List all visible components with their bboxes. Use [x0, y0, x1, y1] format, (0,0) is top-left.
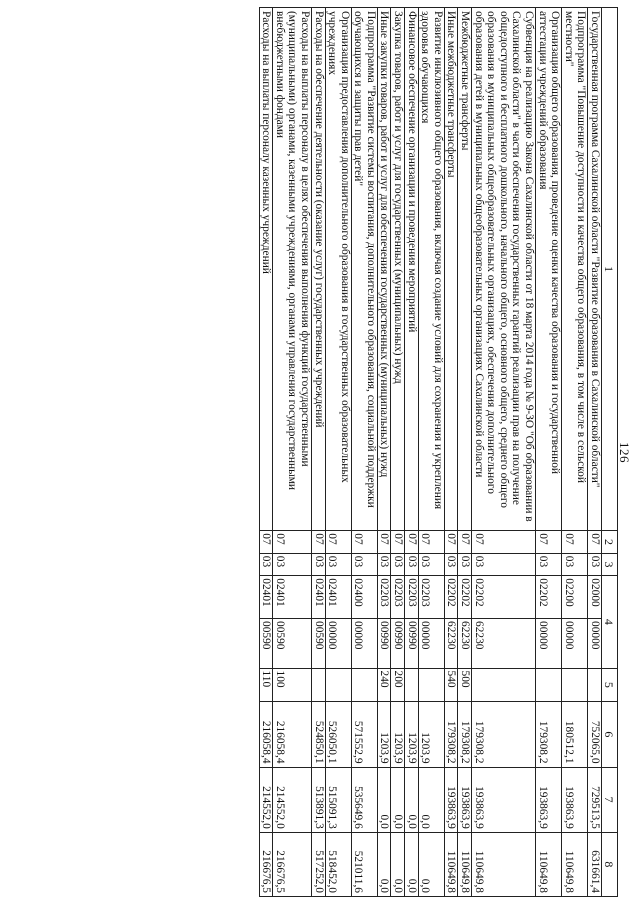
row-amount-2: 515091,3: [325, 767, 351, 832]
row-description: Организация общего образования, проведение оценки качества образования и государственной аттестации учреждений образования: [536, 8, 562, 531]
row-expense-type: [405, 668, 419, 702]
table-body: [259, 8, 601, 897]
row-description: Подпрограмма "Развитие системы воспитания, дополнительного образования, социальной поддержки обучающихся и защиты прав детей": [351, 8, 377, 531]
row-program-code: 02401: [325, 576, 351, 619]
row-section: 07: [405, 531, 419, 554]
header-row: [602, 8, 618, 897]
row-amount-3: 518452,0: [325, 832, 351, 896]
table-row: [273, 8, 312, 897]
row-amount-3: 0,0: [418, 832, 444, 896]
row-direction-code: 00000: [418, 619, 444, 669]
row-subsection: 03: [311, 553, 325, 576]
row-program-code: 02401: [311, 576, 325, 619]
row-section: 07: [444, 531, 458, 554]
row-direction-code: 00000: [588, 619, 602, 669]
row-amount-1: 571552,9: [351, 702, 377, 767]
table-row: [325, 8, 351, 897]
row-expense-type: 540: [444, 668, 458, 702]
header-cell-2: 2: [602, 531, 618, 554]
row-subsection: 03: [351, 553, 377, 576]
row-expense-type: 200: [391, 668, 405, 702]
row-amount-2: 193863,9: [562, 767, 588, 832]
row-amount-1: 1203,9: [377, 702, 391, 767]
row-subsection: 03: [472, 553, 536, 576]
row-description: Организация предоставления дополнительного образования в государственных образовательных учреждениях: [325, 8, 351, 531]
row-amount-1: 752065,0: [588, 702, 602, 767]
row-amount-3: 110649,8: [536, 832, 562, 896]
row-section: 07: [562, 531, 588, 554]
row-section: 07: [588, 531, 602, 554]
row-program-code: 02203: [377, 576, 391, 619]
row-direction-code: 62230: [444, 619, 458, 669]
row-amount-3: 110649,8: [562, 832, 588, 896]
row-description: Подпрограмма "Повышение доступности и качества общего образования, в том числе в сельской местности": [562, 8, 588, 531]
row-program-code: 02401: [273, 576, 312, 619]
table-row: [458, 8, 472, 897]
row-amount-1: 1203,9: [391, 702, 405, 767]
page-number: 126: [617, 442, 632, 463]
header-cell-8: 8: [602, 832, 618, 896]
row-subsection: 03: [405, 553, 419, 576]
row-expense-type: 110: [259, 668, 273, 702]
row-direction-code: 62230: [472, 619, 536, 669]
row-description: Финансовое обеспечение организации и проведения мероприятий: [405, 8, 419, 531]
row-description: Субвенция на реализацию Закона Сахалинской области от 18 марта 2014 года № 9-ЗО "Об образовании в Сахалинской области" в части обеспечения государственных гарантий реализации прав на получение общедоступного и бесплатного дошкольного, начального общего, основного общего, среднего общего образования в муниципальных общеобразовательных организациях, обеспечения дополнительного образования детей в муниципальных общеобразовательных организациях Сахалинской области: [472, 8, 536, 531]
row-amount-2: 193863,9: [458, 767, 472, 832]
row-expense-type: [588, 668, 602, 702]
row-amount-3: 517252,0: [311, 832, 325, 896]
row-amount-2: 193863,9: [536, 767, 562, 832]
row-amount-1: 180512,1: [562, 702, 588, 767]
row-amount-3: 110649,8: [444, 832, 458, 896]
row-description: Расходы на выплаты персоналу в целях обеспечения выполнения функций государственными (муниципальными) органами, казенными учреждениями, органами управления государственными внебюджетными фондами: [273, 8, 312, 531]
row-amount-2: 0,0: [391, 767, 405, 832]
row-expense-type: [418, 668, 444, 702]
row-amount-1: 1203,9: [405, 702, 419, 767]
row-direction-code: 00990: [391, 619, 405, 669]
header-cell-1: 1: [602, 8, 618, 531]
row-program-code: 02203: [391, 576, 405, 619]
row-amount-2: 193863,9: [472, 767, 536, 832]
row-expense-type: [472, 668, 536, 702]
row-amount-1: 179308,2: [472, 702, 536, 767]
row-section: 07: [377, 531, 391, 554]
row-expense-type: [311, 668, 325, 702]
row-amount-2: 214552,0: [273, 767, 312, 832]
row-direction-code: 62230: [458, 619, 472, 669]
row-amount-3: 631661,4: [588, 832, 602, 896]
row-amount-2: 729513,5: [588, 767, 602, 832]
header-cell-4: 4: [602, 576, 618, 668]
row-direction-code: 00590: [273, 619, 312, 669]
row-description: Развитие инклюзивного общего образования, включая создание условий для сохранения и укрепления здоровья обучающихся: [418, 8, 444, 531]
row-amount-1: 179308,2: [458, 702, 472, 767]
row-section: 07: [273, 531, 312, 554]
row-subsection: 03: [391, 553, 405, 576]
row-amount-2: 0,0: [377, 767, 391, 832]
table-row: [418, 8, 444, 897]
row-subsection: 03: [562, 553, 588, 576]
table-row: [259, 8, 273, 897]
row-direction-code: 00990: [405, 619, 419, 669]
row-section: 07: [536, 531, 562, 554]
row-direction-code: 00000: [325, 619, 351, 669]
row-amount-3: 216676,5: [273, 832, 312, 896]
row-amount-1: 179308,2: [444, 702, 458, 767]
row-amount-3: 0,0: [377, 832, 391, 896]
row-section: 07: [311, 531, 325, 554]
row-subsection: 03: [444, 553, 458, 576]
row-program-code: 02203: [405, 576, 419, 619]
row-amount-1: 524850,1: [311, 702, 325, 767]
row-subsection: 03: [259, 553, 273, 576]
row-amount-1: 216058,4: [273, 702, 312, 767]
row-amount-3: 0,0: [405, 832, 419, 896]
header-cell-6: 6: [602, 702, 618, 767]
row-program-code: 02202: [444, 576, 458, 619]
row-program-code: 02203: [418, 576, 444, 619]
table-row: [351, 8, 377, 897]
row-amount-1: 1203,9: [418, 702, 444, 767]
row-expense-type: 240: [377, 668, 391, 702]
row-direction-code: 00000: [351, 619, 377, 669]
row-amount-3: 110649,8: [472, 832, 536, 896]
row-amount-2: 214552,0: [259, 767, 273, 832]
row-expense-type: [351, 668, 377, 702]
row-description: Иные межбюджетные трансферты: [444, 8, 458, 531]
row-subsection: 03: [588, 553, 602, 576]
row-section: 07: [259, 531, 273, 554]
row-program-code: 02200: [562, 576, 588, 619]
table-row: [311, 8, 325, 897]
row-expense-type: 500: [458, 668, 472, 702]
row-section: 07: [458, 531, 472, 554]
row-program-code: 02202: [458, 576, 472, 619]
row-amount-3: 0,0: [391, 832, 405, 896]
row-description: Расходы на обеспечение деятельности (оказание услуг) государственных учреждений: [311, 8, 325, 531]
row-section: 07: [325, 531, 351, 554]
row-amount-1: 526050,1: [325, 702, 351, 767]
row-program-code: 02400: [351, 576, 377, 619]
row-program-code: 02000: [588, 576, 602, 619]
header-cell-7: 7: [602, 767, 618, 832]
row-program-code: 02202: [536, 576, 562, 619]
row-direction-code: 00590: [311, 619, 325, 669]
row-amount-2: 513891,3: [311, 767, 325, 832]
row-description: Расходы на выплаты персоналу казенных учреждений: [259, 8, 273, 531]
header-cell-5: 5: [602, 668, 618, 702]
row-section: 07: [391, 531, 405, 554]
row-amount-1: 216058,4: [259, 702, 273, 767]
row-amount-1: 179308,2: [536, 702, 562, 767]
row-direction-code: 00590: [259, 619, 273, 669]
row-amount-3: 521011,6: [351, 832, 377, 896]
row-amount-2: 535649,6: [351, 767, 377, 832]
row-expense-type: [562, 668, 588, 702]
row-description: Межбюджетные трансферты: [458, 8, 472, 531]
table-row: [405, 8, 419, 897]
row-subsection: 03: [377, 553, 391, 576]
row-subsection: 03: [273, 553, 312, 576]
row-subsection: 03: [458, 553, 472, 576]
row-program-code: 02202: [472, 576, 536, 619]
table-row: [444, 8, 458, 897]
row-amount-2: 0,0: [418, 767, 444, 832]
row-direction-code: 00990: [377, 619, 391, 669]
row-subsection: 03: [536, 553, 562, 576]
row-expense-type: 100: [273, 668, 312, 702]
header-cell-3: 3: [602, 553, 618, 576]
table-row: [588, 8, 602, 897]
row-direction-code: 00000: [562, 619, 588, 669]
budget-table: [259, 7, 618, 897]
row-section: 07: [472, 531, 536, 554]
row-amount-3: 216676,5: [259, 832, 273, 896]
row-amount-3: 110649,8: [458, 832, 472, 896]
table-row: [562, 8, 588, 897]
row-description: Государственная программа Сахалинской области "Развитие образования в Сахалинской области": [588, 8, 602, 531]
row-subsection: 03: [418, 553, 444, 576]
row-description: Закупка товаров, работ и услуг для государственных (муниципальных) нужд: [391, 8, 405, 531]
row-section: 07: [351, 531, 377, 554]
row-description: Иные закупки товаров, работ и услуг для обеспечения государственных (муниципальных) нужд: [377, 8, 391, 531]
row-expense-type: [536, 668, 562, 702]
table-row: [377, 8, 391, 897]
table-row: [536, 8, 562, 897]
row-amount-2: 193863,9: [444, 767, 458, 832]
row-direction-code: 00000: [536, 619, 562, 669]
row-amount-2: 0,0: [405, 767, 419, 832]
row-program-code: 02401: [259, 576, 273, 619]
row-section: 07: [418, 531, 444, 554]
table-row: [472, 8, 536, 897]
table-row: [391, 8, 405, 897]
row-expense-type: [325, 668, 351, 702]
row-subsection: 03: [325, 553, 351, 576]
